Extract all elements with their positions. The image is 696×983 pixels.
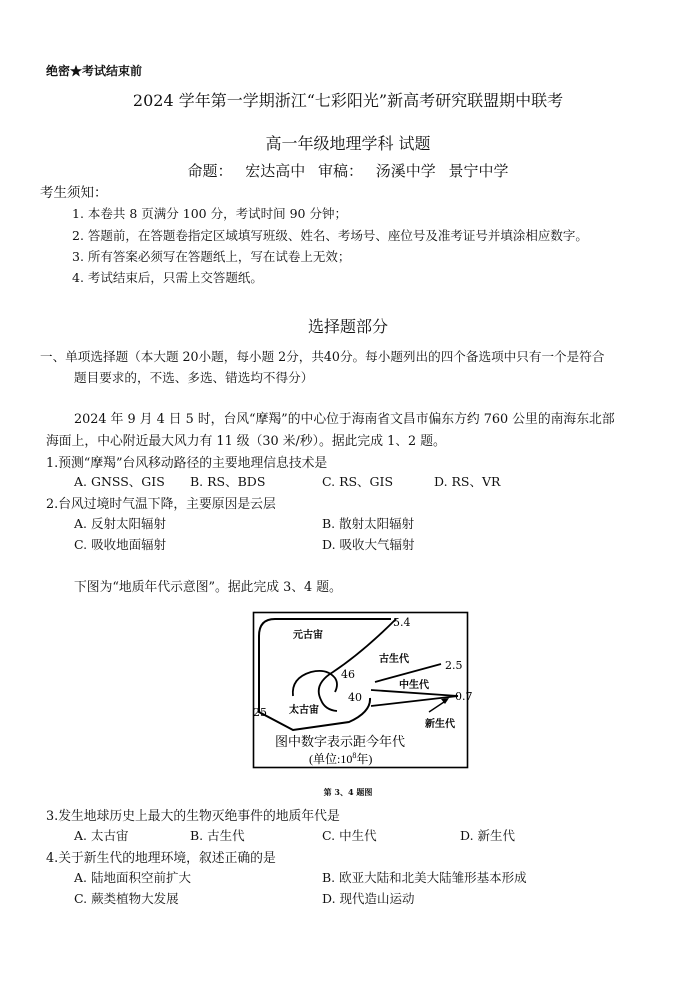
label-yuangu: 元古宙 — [293, 630, 323, 641]
question-1-option-b: B. RS、BDS — [190, 474, 266, 489]
notice-item: 1. 本卷共 8 页满分 100 分，考试时间 90 分钟； — [72, 206, 347, 221]
label-gusheng: 古生代 — [379, 654, 409, 665]
question-3-option-c: C. 中生代 — [322, 828, 377, 843]
notice-item: 4. 考试结束后，只需上交答题纸。 — [72, 270, 263, 285]
question-4-option-a: A. 陆地面积空前扩大 — [74, 870, 191, 885]
question-1-stem: 1.预测“摩羯”台风移动路径的主要地理信息技术是 — [46, 456, 328, 471]
question-3-option-a: A. 太古宙 — [74, 828, 129, 843]
label-xinsheng: 新生代 — [425, 719, 455, 730]
exam-title: 2024 学年第一学期浙江“七彩阳光”新高考研究联盟期中联考 — [132, 91, 564, 110]
figure-note: 图中数字表示距今年代 — [275, 734, 406, 749]
figure-caption: 第 3、4 题图 — [323, 787, 373, 797]
question-4-stem: 4.关于新生代的地理环境，叙述正确的是 — [46, 851, 276, 866]
notice-item: 3. 所有答案必须写在答题纸上，写在试卷上无效； — [72, 249, 351, 264]
question-2-option-b: B. 散射太阳辐射 — [322, 516, 415, 531]
figure-unit-end: 年) — [356, 752, 373, 766]
section-instruction: 题目要求的，不选、多选、错选均不得分） — [74, 370, 314, 385]
exam-authors: 命题： 宏达高中 审稿： 汤溪中学 景宁中学 — [187, 162, 509, 180]
exam-subtitle: 高一年级地理学科 试题 — [265, 134, 431, 153]
passage-1: 2024 年 9 月 4 日 5 时，台风“摩羯”的中心位于海南省文昌市偏东方约 760 公里的南海东北部 — [74, 412, 615, 427]
figure-unit — [309, 751, 372, 766]
question-3-option-d: D. 新生代 — [460, 828, 516, 843]
question-2-option-a: A. 反射太阳辐射 — [74, 516, 166, 531]
question-3-option-b: B. 古生代 — [190, 828, 245, 843]
label-taigu: 太古宙 — [289, 705, 319, 716]
question-4-option-b: B. 欧亚大陆和北美大陆雏形基本形成 — [322, 870, 527, 885]
section-instruction: 一、单项选择题（本大题 20小题，每小题 2分，共40分。每小题列出的四个备选项中只有一个是符合 — [40, 349, 605, 364]
figure-unit-base: (单位:10 — [309, 752, 353, 766]
passage-2: 下图为“地质年代示意图”。据此完成 3、4 题。 — [74, 580, 342, 595]
notice-item: 2. 答题前，在答题卷指定区域填写班级、姓名、考场号、座位号及准考证号并填涂相应数字。 — [72, 228, 588, 243]
section-title: 选择题部分 — [307, 317, 388, 336]
passage-1: 海面上，中心附近最大风力有 11 级（30 米/秒）。据此完成 1、2 题。 — [46, 434, 446, 449]
question-1-option-c: C. RS、GIS — [322, 474, 394, 489]
number-label: 0.7 — [455, 690, 473, 703]
number-label: 40 — [348, 691, 362, 704]
geologic-time-diagram — [253, 612, 473, 768]
number-label: 2.5 — [445, 659, 463, 672]
question-2-stem: 2.台风过境时气温下降，主要原因是云层 — [46, 497, 276, 512]
number-label: 25 — [253, 706, 267, 719]
label-zhongsheng: 中生代 — [399, 680, 429, 691]
figure-unit-exponent: 8 — [352, 751, 357, 760]
question-2-option-d: D. 吸收大气辐射 — [322, 537, 415, 552]
number-label: 5.4 — [393, 616, 411, 629]
question-4-option-c: C. 蕨类植物大发展 — [74, 891, 179, 906]
notice-label: 考生须知： — [40, 185, 108, 201]
secret-mark: 绝密★考试结束前 — [46, 64, 143, 78]
question-1-option-a: A. GNSS、GIS — [74, 474, 165, 489]
number-label: 46 — [341, 668, 355, 681]
question-3-stem: 3.发生地球历史上最大的生物灭绝事件的地质年代是 — [46, 809, 340, 824]
question-2-option-c: C. 吸收地面辐射 — [74, 537, 167, 552]
question-1-option-d: D. RS、VR — [434, 474, 501, 489]
question-4-option-d: D. 现代造山运动 — [322, 891, 415, 906]
